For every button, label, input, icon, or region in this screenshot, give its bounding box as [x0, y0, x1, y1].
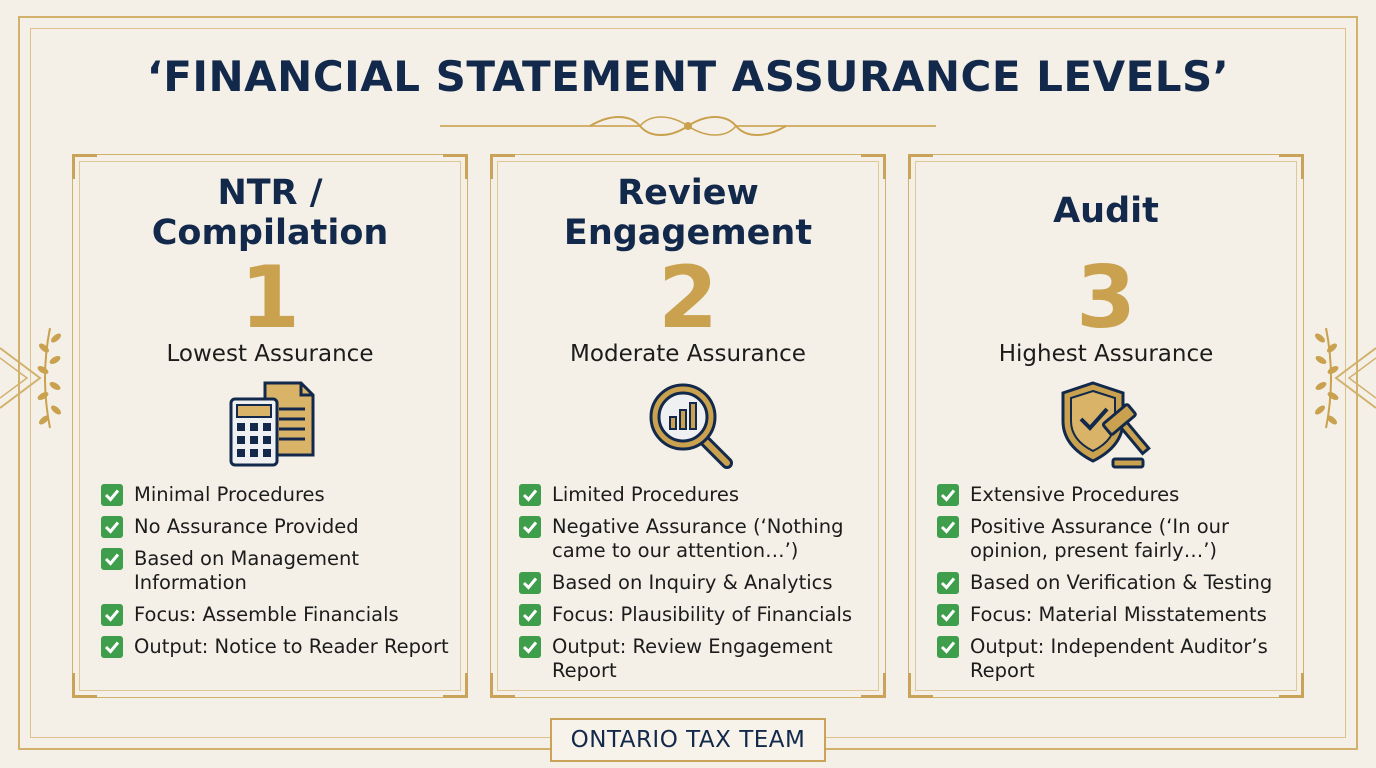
list-item: Output: Independent Auditor’s Report [937, 635, 1287, 683]
list-item: Based on Management Information [101, 547, 451, 595]
checkmark-icon [101, 516, 123, 538]
checkmark-icon [101, 604, 123, 626]
footer-badge: ONTARIO TAX TEAM [550, 718, 826, 762]
list-item: Extensive Procedures [937, 483, 1287, 507]
checkmark-icon [519, 572, 541, 594]
list-item: Minimal Procedures [101, 483, 451, 507]
left-laurel-ornament [0, 318, 70, 438]
assurance-level: Moderate Assurance [570, 341, 806, 367]
feature-list [101, 483, 451, 667]
checkmark-icon [937, 484, 959, 506]
card-title: Audit [1053, 191, 1159, 231]
checkmark-icon [101, 484, 123, 506]
checkmark-icon [519, 636, 541, 658]
shield-gavel-icon [1057, 379, 1157, 471]
card-review-engagement [490, 154, 886, 698]
level-number: 3 [1076, 248, 1136, 348]
right-laurel-ornament [1306, 318, 1376, 438]
list-item: Based on Verification & Testing [937, 571, 1287, 595]
checkmark-icon [937, 636, 959, 658]
magnifier-chart-icon [639, 379, 739, 471]
list-item: No Assurance Provided [101, 515, 451, 539]
title-divider-ornament [440, 112, 936, 140]
checkmark-icon [519, 516, 541, 538]
list-item: Focus: Material Misstatements [937, 603, 1287, 627]
assurance-level: Highest Assurance [998, 341, 1214, 367]
feature-list [937, 483, 1287, 691]
list-item: Limited Procedures [519, 483, 869, 507]
checkmark-icon [937, 572, 959, 594]
checkmark-icon [937, 516, 959, 538]
checkmark-icon [937, 604, 959, 626]
list-item: Output: Notice to Reader Report [101, 635, 451, 659]
checkmark-icon [519, 484, 541, 506]
level-number: 2 [658, 248, 718, 348]
list-item: Positive Assurance (‘In our opinion, present fairly…’) [937, 515, 1287, 563]
card-audit [908, 154, 1304, 698]
list-item: Focus: Assemble Financials [101, 603, 451, 627]
calculator-document-icon [221, 379, 321, 471]
list-item: Focus: Plausibility of Financials [519, 603, 869, 627]
feature-list [519, 483, 869, 691]
page-title: ‘FINANCIAL STATEMENT ASSURANCE LEVELS’ [146, 52, 1230, 101]
list-item: Based on Inquiry & Analytics [519, 571, 869, 595]
list-item: Negative Assurance (‘Nothing came to our attention…’) [519, 515, 869, 563]
card-title: NTR / Compilation [151, 173, 389, 253]
checkmark-icon [519, 604, 541, 626]
card-ntr-compilation [72, 154, 468, 698]
level-number: 1 [240, 248, 300, 348]
checkmark-icon [101, 548, 123, 570]
assurance-level: Lowest Assurance [166, 341, 374, 367]
checkmark-icon [101, 636, 123, 658]
list-item: Output: Review Engagement Report [519, 635, 869, 683]
card-title: Review Engagement [563, 173, 813, 253]
